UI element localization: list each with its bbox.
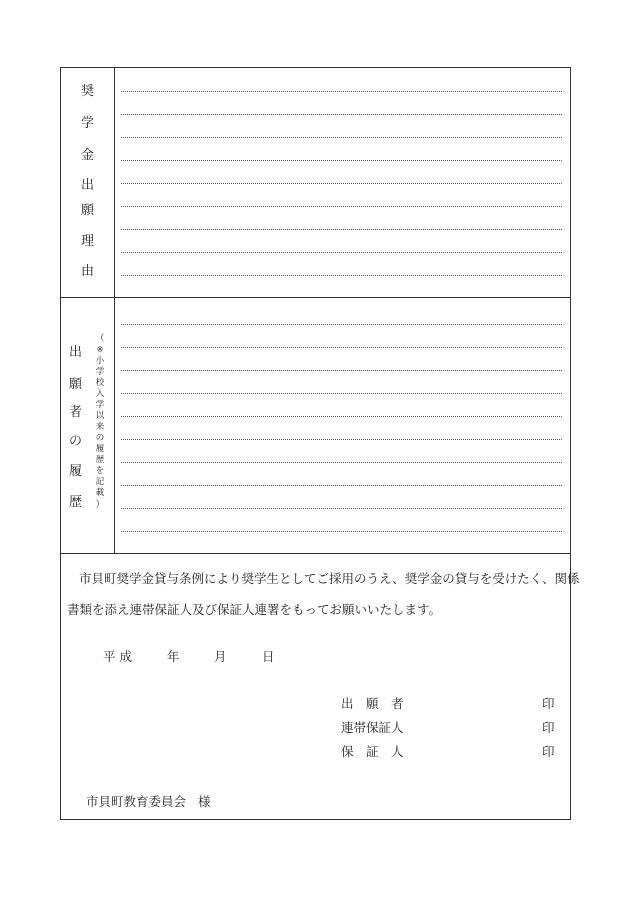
date-day: 日 <box>262 649 275 664</box>
history-label-char: 出 <box>69 345 83 360</box>
dotted-line <box>121 114 562 115</box>
signature-role-applicant: 出 願 者 <box>341 696 404 711</box>
reason-label-char: 奨 <box>81 84 95 99</box>
dotted-line <box>121 275 562 276</box>
reason-label-column <box>61 68 115 297</box>
history-note-char: 校 <box>95 378 105 388</box>
history-note-char: 記 <box>95 477 105 487</box>
history-section <box>61 298 570 554</box>
dotted-line <box>121 462 562 463</box>
history-note-char: 載 <box>95 488 105 498</box>
history-label-char: の <box>69 434 83 449</box>
seal-mark: 印 <box>542 696 555 711</box>
history-note-char: を <box>95 466 105 476</box>
history-note-char: 学 <box>95 400 105 410</box>
history-note-char: ※ <box>96 345 104 355</box>
signature-role-joint-guarantor: 連帯保証人 <box>341 720 404 735</box>
history-label-column <box>61 298 115 553</box>
reason-label-char: 願 <box>81 203 95 218</box>
history-note-char: 以 <box>95 411 105 421</box>
reason-label-char: 金 <box>81 148 95 163</box>
seal-mark: 印 <box>542 744 555 759</box>
addressee-name: 市貝町教育委員会 <box>86 794 187 809</box>
history-label-char: 履 <box>69 464 83 479</box>
dotted-line <box>121 91 562 92</box>
dotted-line <box>121 370 562 371</box>
history-label-char: 願 <box>69 377 83 392</box>
history-note-char: の <box>95 433 105 443</box>
declaration-line-1: 市貝町奨学金貸与条例により奨学生としてご採用のうえ、奨学金の貸与を受けたく、関係 <box>79 571 580 586</box>
history-note-char: ） <box>95 500 105 510</box>
dotted-line <box>121 347 562 348</box>
dotted-line <box>121 324 562 325</box>
history-label-char: 者 <box>69 405 83 420</box>
history-note-char: 小 <box>95 356 105 366</box>
history-note-char: 学 <box>95 367 105 377</box>
dotted-line <box>121 137 562 138</box>
declaration-line-2: 書類を添え連帯保証人及び保証人連署をもってお願いいたします。 <box>67 602 442 617</box>
history-writing-area[interactable] <box>115 298 570 553</box>
declaration-section <box>61 554 580 819</box>
history-label-char: 歴 <box>69 495 83 510</box>
history-note-char: （ <box>95 334 105 344</box>
dotted-line <box>121 485 562 486</box>
dotted-line <box>121 439 562 440</box>
date-era: 平 成 <box>103 649 132 664</box>
date-month: 月 <box>214 649 227 664</box>
addressee-honorific: 様 <box>198 794 211 809</box>
history-note-char: 履 <box>95 444 105 454</box>
reason-label-char: 出 <box>81 178 95 193</box>
dotted-line <box>121 416 562 417</box>
dotted-line <box>121 393 562 394</box>
reason-section <box>61 68 570 298</box>
signature-role-guarantor: 保 証 人 <box>341 744 404 759</box>
dotted-line <box>121 183 562 184</box>
application-form <box>60 67 580 820</box>
reason-label-char: 由 <box>81 264 95 279</box>
reason-label-char: 学 <box>81 116 95 131</box>
dotted-line <box>121 229 562 230</box>
history-note-char: 入 <box>95 389 105 399</box>
dotted-line <box>121 531 562 532</box>
history-note-char: 来 <box>95 422 105 432</box>
history-note-char: 歴 <box>95 455 105 465</box>
reason-label-char: 理 <box>81 234 95 249</box>
dotted-line <box>121 160 562 161</box>
reason-writing-area[interactable] <box>115 68 570 297</box>
dotted-line <box>121 508 562 509</box>
dotted-line <box>121 206 562 207</box>
seal-mark: 印 <box>542 720 555 735</box>
dotted-line <box>121 252 562 253</box>
date-year: 年 <box>167 649 180 664</box>
